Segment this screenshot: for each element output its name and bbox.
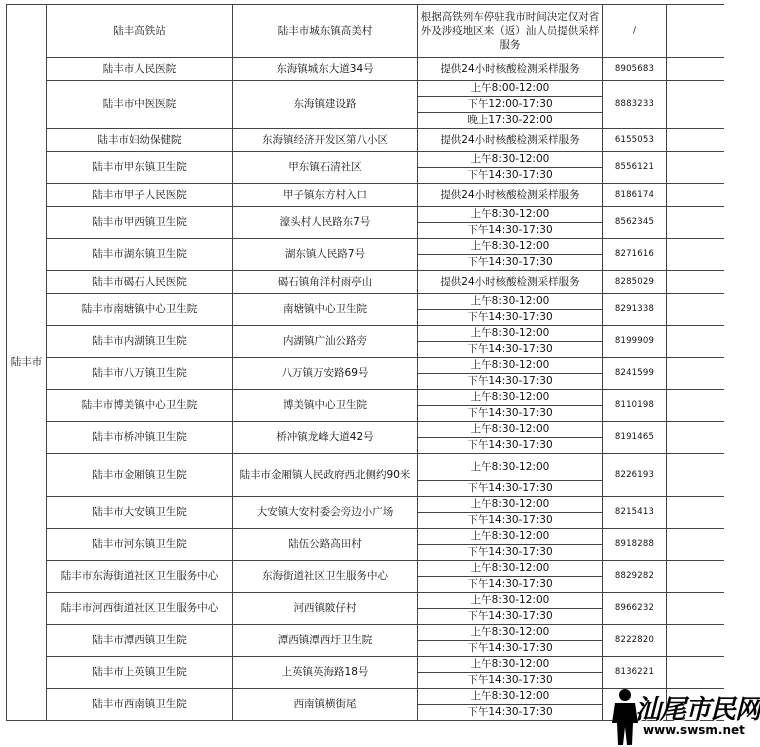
service-time: 上午8:30-12:00 [418,358,603,374]
service-time: 上午8:30-12:00 [418,689,603,705]
site-address: 濠头村人民路东7号 [233,207,418,239]
table-row [7,593,724,609]
blank-cell [667,207,724,239]
service-time: 下午14:30-17:30 [418,641,603,657]
blank-cell [667,454,724,497]
service-time: 上午8:30-12:00 [418,529,603,545]
site-name: 陆丰市湖东镇卫生院 [47,239,233,271]
site-address: 八万镇万安路69号 [233,358,418,390]
service-time: 下午14:30-17:30 [418,577,603,593]
site-address: 东海镇城东大道34号 [233,58,418,81]
table-row [7,497,724,513]
watermark-logo [605,687,760,747]
service-time: 上午8:30-12:00 [418,152,603,168]
site-name: 陆丰市碣石人民医院 [47,271,233,294]
site-name: 陆丰市博美镇中心卫生院 [47,390,233,422]
site-address: 西南镇横街尾 [233,689,418,721]
service-time: 下午14:30-17:30 [418,545,603,561]
service-time: 下午14:30-17:30 [418,705,603,721]
site-name: 陆丰市甲东镇卫生院 [47,152,233,184]
service-time: 晚上17:30-22:00 [418,113,603,129]
site-address: 甲东镇石清社区 [233,152,418,184]
blank-cell [667,390,724,422]
site-address: 东海镇经济开发区第八小区 [233,129,418,152]
blank-cell [667,497,724,529]
site-name: 陆丰市桥冲镇卫生院 [47,422,233,454]
service-time: 上午8:30-12:00 [418,390,603,406]
site-address: 南塘镇中心卫生院 [233,294,418,326]
blank-cell [667,271,724,294]
service-time: 下午14:30-17:30 [418,609,603,625]
site-name: 陆丰市大安镇卫生院 [47,497,233,529]
blank-cell [667,184,724,207]
service-time: 上午8:30-12:00 [418,625,603,641]
service-time: 上午8:30-12:00 [418,207,603,223]
site-address: 桥冲镇龙峰大道42号 [233,422,418,454]
blank-cell [667,326,724,358]
table-row [7,294,724,310]
site-name: 陆丰市河东镇卫生院 [47,529,233,561]
site-name: 陆丰高铁站 [47,5,233,58]
phone-number: 8918288 [603,529,667,561]
site-address: 陆丰市金厢镇人民政府西北侧约90米 [233,454,418,497]
blank-cell [667,657,724,689]
service-time: 上午8:30-12:00 [418,326,603,342]
site-address: 内湖镇广汕公路旁 [233,326,418,358]
site-name: 陆丰市甲西镇卫生院 [47,207,233,239]
table-row [7,207,724,223]
service-time: 下午14:30-17:30 [418,438,603,454]
site-address: 大安镇大安村委会旁边小广场 [233,497,418,529]
table-row [7,657,724,673]
service-time: 下午14:30-17:30 [418,310,603,326]
site-address: 甲子镇东方村入口 [233,184,418,207]
site-address: 东海镇建设路 [233,81,418,129]
service-time: 提供24小时核酸检测采样服务 [418,184,603,207]
highspeed-rail-row [7,5,724,58]
service-time: 根据高铁列车停驻我市时间决定仅对省外及涉疫地区来（返）汕人员提供采样服务 [418,5,603,58]
blank-cell [667,5,724,58]
service-time: 提供24小时核酸检测采样服务 [418,129,603,152]
site-address: 陆丰市城东镇高美村 [233,5,418,58]
service-time: 下午14:30-17:30 [418,374,603,390]
service-time: 上午8:30-12:00 [418,239,603,255]
site-address: 碣石镇角洋村雨亭山 [233,271,418,294]
phone-number: 8285029 [603,271,667,294]
site-address: 陆伍公路高田村 [233,529,418,561]
table-row [7,129,724,152]
site-address: 东海街道社区卫生服务中心 [233,561,418,593]
phone-number: 8883233 [603,81,667,129]
service-time: 下午14:30-17:30 [418,223,603,239]
phone-number: 8215413 [603,497,667,529]
table-row [7,561,724,577]
blank-cell [667,152,724,184]
blank-cell [667,294,724,326]
phone-number: 8136221 [603,657,667,689]
service-time: 上午8:30-12:00 [418,593,603,609]
blank-cell [667,58,724,81]
phone-number: 8186174 [603,184,667,207]
site-name: 陆丰市内湖镇卫生院 [47,326,233,358]
phone-number: 8562345 [603,207,667,239]
service-time: 提供24小时核酸检测采样服务 [418,58,603,81]
service-time: 下午14:30-17:30 [418,255,603,271]
service-time: 下午14:30-17:30 [418,513,603,529]
phone-number: 8966232 [603,593,667,625]
table-row [7,326,724,342]
blank-cell [667,625,724,657]
service-time: 上午8:30-12:00 [418,561,603,577]
service-time: 下午14:30-17:30 [418,673,603,689]
city-cell: 陆丰市 [7,5,47,721]
site-name: 陆丰市西南镇卫生院 [47,689,233,721]
service-time: 提供24小时核酸检测采样服务 [418,271,603,294]
service-time: 下午14:30-17:30 [418,342,603,358]
site-address: 河西镇陂仔村 [233,593,418,625]
service-time: 下午14:30-17:30 [418,406,603,422]
site-name: 陆丰市东海街道社区卫生服务中心 [47,561,233,593]
phone-number: 8556121 [603,152,667,184]
table-row [7,358,724,374]
phone-number: 8291338 [603,294,667,326]
service-time: 上午8:30-12:00 [418,454,603,481]
service-time: 上午8:00-12:00 [418,81,603,97]
service-time: 上午8:30-12:00 [418,294,603,310]
table-row [7,184,724,207]
phone-number: 6155053 [603,129,667,152]
phone-number: 8191465 [603,422,667,454]
service-time: 上午8:30-12:00 [418,422,603,438]
blank-cell [667,422,724,454]
service-time: 上午8:30-12:00 [418,657,603,673]
site-name: 陆丰市潭西镇卫生院 [47,625,233,657]
site-name: 陆丰市金厢镇卫生院 [47,454,233,497]
site-name: 陆丰市河西街道社区卫生服务中心 [47,593,233,625]
phone-number: 8829282 [603,561,667,593]
site-address: 博美镇中心卫生院 [233,390,418,422]
table-row [7,58,724,81]
testing-sites-table [6,4,724,721]
phone-number: 8222820 [603,625,667,657]
table-row [7,271,724,294]
site-name: 陆丰市中医医院 [47,81,233,129]
phone-number: 8226193 [603,454,667,497]
blank-cell [667,239,724,271]
site-address: 潭西镇潭西圩卫生院 [233,625,418,657]
site-name: 陆丰市甲子人民医院 [47,184,233,207]
site-address: 上英镇英海路18号 [233,657,418,689]
blank-cell [667,529,724,561]
site-name: 陆丰市南塘镇中心卫生院 [47,294,233,326]
site-name: 陆丰市人民医院 [47,58,233,81]
phone-number: 8199909 [603,326,667,358]
phone-number: 8110198 [603,390,667,422]
phone-number: / [603,5,667,58]
phone-number: 8271616 [603,239,667,271]
table-row [7,390,724,406]
table-row [7,152,724,168]
blank-cell [667,129,724,152]
service-time: 下午14:30-17:30 [418,481,603,497]
table-row [7,239,724,255]
watermark-url: www.swsm.net [643,723,745,737]
site-address: 湖东镇人民路7号 [233,239,418,271]
table-row [7,454,724,481]
blank-cell [667,561,724,593]
phone-number: 8905683 [603,58,667,81]
watermark-title: 汕尾市民网 [635,695,760,725]
site-name: 陆丰市妇幼保健院 [47,129,233,152]
phone-number: 8241599 [603,358,667,390]
blank-cell [667,593,724,625]
service-time: 下午14:30-17:30 [418,168,603,184]
service-time: 下午12:00-17:30 [418,97,603,113]
service-time: 上午8:30-12:00 [418,497,603,513]
site-name: 陆丰市上英镇卫生院 [47,657,233,689]
site-name: 陆丰市八万镇卫生院 [47,358,233,390]
blank-cell [667,358,724,390]
blank-cell [667,81,724,129]
table-row [7,422,724,438]
table-row [7,625,724,641]
table-row [7,529,724,545]
table-row [7,81,724,97]
